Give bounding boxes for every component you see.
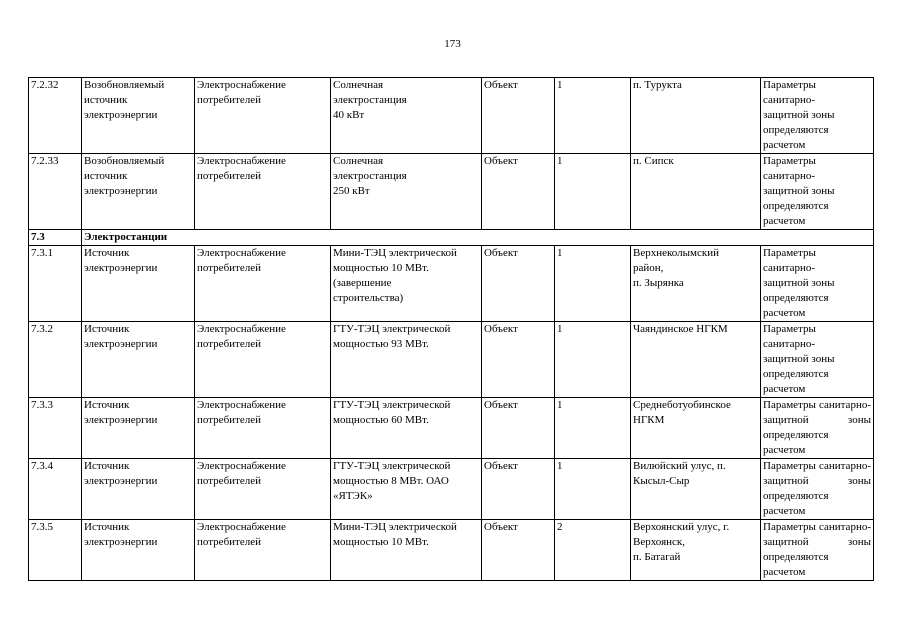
location-cell: п. Турукта: [631, 78, 761, 154]
page-number: 173: [444, 38, 461, 50]
section-title: Электростанции: [82, 230, 874, 246]
object-kind-cell: Объект: [482, 520, 555, 581]
zone-note-cell: Параметры санитарно-защитной зоны определяются расчетом: [761, 520, 874, 581]
table-row: [29, 246, 874, 322]
section-number: 7.3: [29, 230, 82, 246]
table-body: [29, 78, 874, 581]
zone-note-cell: Параметры санитарно- защитной зоны определяются расчетом: [761, 246, 874, 322]
table-row: [29, 398, 874, 459]
purpose-cell: Электроснабжение потребителей: [195, 520, 331, 581]
object-kind-cell: Объект: [482, 459, 555, 520]
object-name-cell: Солнечная электростанция 250 кВт: [331, 154, 482, 230]
row-number: 7.3.2: [29, 322, 82, 398]
object-type-cell: Источник электроэнергии: [82, 459, 195, 520]
purpose-cell: Электроснабжение потребителей: [195, 459, 331, 520]
table-row: [29, 154, 874, 230]
object-kind-cell: Объект: [482, 398, 555, 459]
section-row: [29, 230, 874, 246]
table-row: [29, 322, 874, 398]
purpose-cell: Электроснабжение потребителей: [195, 398, 331, 459]
object-type-cell: Возобновляемый источник электроэнергии: [82, 78, 195, 154]
quantity-cell: 2: [555, 520, 631, 581]
object-type-cell: Источник электроэнергии: [82, 246, 195, 322]
location-cell: Верхоянский улус, г. Верхоянск, п. Батагай: [631, 520, 761, 581]
location-cell: п. Сипск: [631, 154, 761, 230]
object-type-cell: Источник электроэнергии: [82, 322, 195, 398]
object-name-cell: Солнечная электростанция 40 кВт: [331, 78, 482, 154]
object-kind-cell: Объект: [482, 322, 555, 398]
quantity-cell: 1: [555, 154, 631, 230]
row-number: 7.3.4: [29, 459, 82, 520]
zone-note-cell: Параметры санитарно- защитной зоны определяются расчетом: [761, 154, 874, 230]
row-number: 7.3.5: [29, 520, 82, 581]
quantity-cell: 1: [555, 398, 631, 459]
location-cell: Среднеботуобинское НГКМ: [631, 398, 761, 459]
object-kind-cell: Объект: [482, 154, 555, 230]
zone-note-cell: Параметры санитарно-защитной зоны определяются расчетом: [761, 398, 874, 459]
table-row: [29, 78, 874, 154]
purpose-cell: Электроснабжение потребителей: [195, 78, 331, 154]
facilities-table: [28, 77, 874, 581]
quantity-cell: 1: [555, 322, 631, 398]
zone-note-cell: Параметры санитарно-защитной зоны определяются расчетом: [761, 459, 874, 520]
row-number: 7.2.33: [29, 154, 82, 230]
object-name-cell: ГТУ-ТЭЦ электрической мощностью 93 МВт.: [331, 322, 482, 398]
table-row: [29, 520, 874, 581]
quantity-cell: 1: [555, 459, 631, 520]
object-name-cell: ГТУ-ТЭЦ электрической мощностью 60 МВт.: [331, 398, 482, 459]
zone-note-cell: Параметры санитарно- защитной зоны определяются расчетом: [761, 322, 874, 398]
purpose-cell: Электроснабжение потребителей: [195, 246, 331, 322]
quantity-cell: 1: [555, 78, 631, 154]
row-number: 7.3.1: [29, 246, 82, 322]
row-number: 7.3.3: [29, 398, 82, 459]
purpose-cell: Электроснабжение потребителей: [195, 154, 331, 230]
zone-note-cell: Параметры санитарно- защитной зоны определяются расчетом: [761, 78, 874, 154]
location-cell: Верхнеколымский район, п. Зырянка: [631, 246, 761, 322]
location-cell: Чаяндинское НГКМ: [631, 322, 761, 398]
object-name-cell: Мини-ТЭЦ электрической мощностью 10 МВт. (завершение строительства): [331, 246, 482, 322]
object-type-cell: Источник электроэнергии: [82, 520, 195, 581]
table-row: [29, 459, 874, 520]
location-cell: Вилюйский улус, п. Кысыл-Сыр: [631, 459, 761, 520]
object-name-cell: Мини-ТЭЦ электрической мощностью 10 МВт.: [331, 520, 482, 581]
purpose-cell: Электроснабжение потребителей: [195, 322, 331, 398]
row-number: 7.2.32: [29, 78, 82, 154]
object-type-cell: Источник электроэнергии: [82, 398, 195, 459]
object-name-cell: ГТУ-ТЭЦ электрической мощностью 8 МВт. ОАО «ЯТЭК»: [331, 459, 482, 520]
object-kind-cell: Объект: [482, 246, 555, 322]
quantity-cell: 1: [555, 246, 631, 322]
object-kind-cell: Объект: [482, 78, 555, 154]
object-type-cell: Возобновляемый источник электроэнергии: [82, 154, 195, 230]
